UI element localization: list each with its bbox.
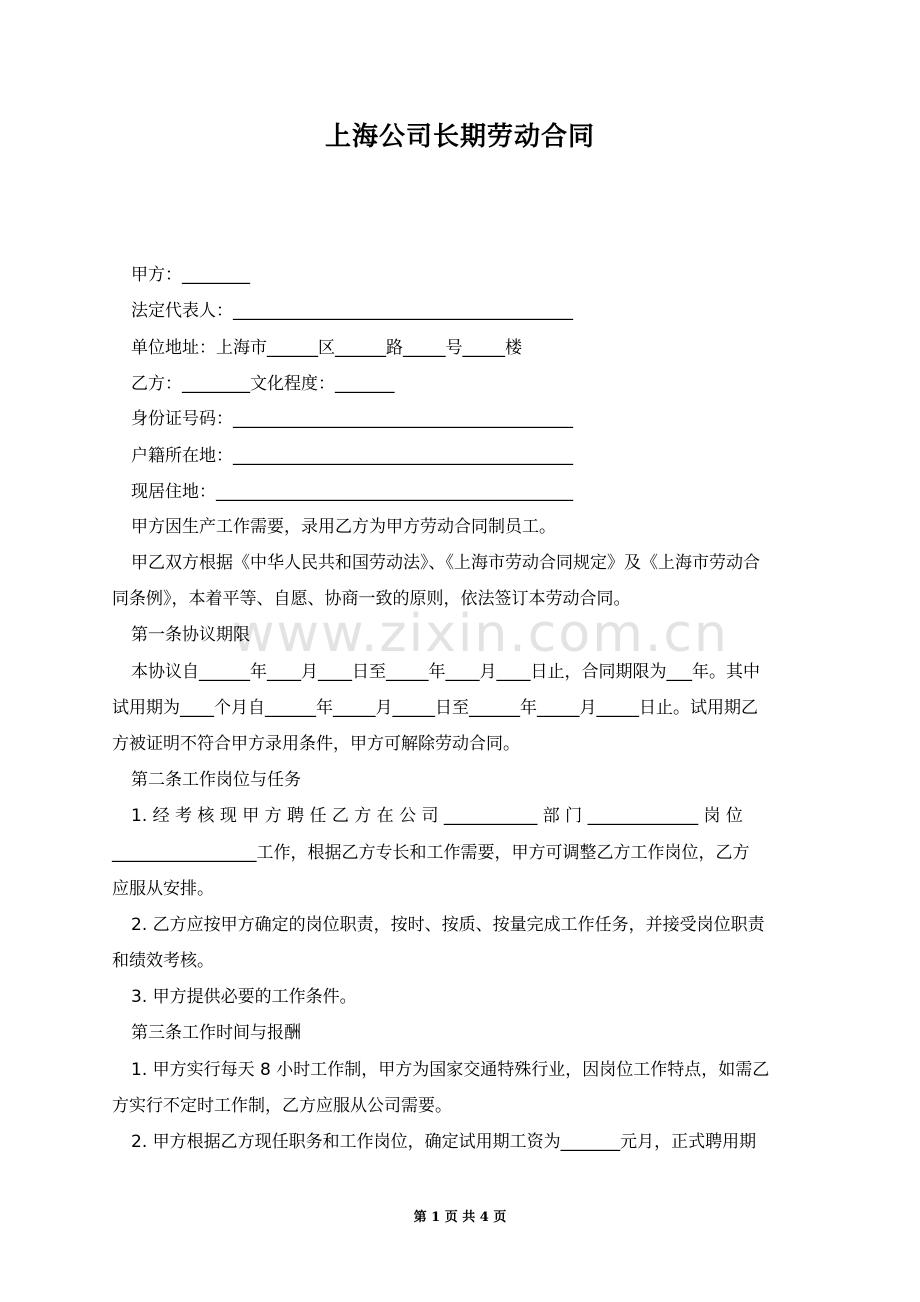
id-number-field: 身份证号码：________________________________________ [131,409,573,429]
document-title: 上海公司长期劳动合同 [324,122,595,152]
paragraph: 应服从安排。 [112,879,214,899]
watermark: www.zixin.com.cn [232,604,729,664]
residence-field: 现居住地：__________________________________________ [131,482,573,502]
paragraph: 2. 甲方根据乙方现任职务和工作岗位，确定试用期工资为_______元月，正式聘用期 [131,1132,757,1152]
paragraph: 和绩效考核。 [112,951,214,971]
paragraph: 同条例》，本着平等、自愿、协商一致的原则，依法签订本劳动合同。 [112,589,631,609]
paragraph: 方被证明不符合甲方录用条件，甲方可解除劳动合同。 [112,734,520,754]
paragraph: 方实行不定时工作制，乙方应服从公司需要。 [112,1096,452,1116]
paragraph: 2. 乙方应按甲方确定的岗位职责，按时、按质、按量完成工作任务，并接受岗位职责 [131,915,765,935]
paragraph: 本协议自______年____月____日至_____年____月____日止，合同期限为___年。其中 [131,662,760,682]
party-b-field: 乙方：________文化程度：_______ [131,374,395,394]
article-heading: 第二条工作岗位与任务 [131,770,301,790]
article-heading: 第三条工作时间与报酬 [131,1023,301,1043]
address-field: 单位地址：上海市______区______路_____号_____楼 [131,338,522,358]
paragraph: _________________工作，根据乙方专长和工作需要，甲方可调整乙方工作岗位，乙方 [112,843,750,863]
legal-rep-field: 法定代表人：________________________________________ [131,301,573,321]
household-field: 户籍所在地：________________________________________ [131,446,573,466]
paragraph: 1. 经 考 核 现 甲 方 聘 任 乙 方 在 公 司 ___________ 部 门 _____________ 岗 位 [131,806,743,826]
paragraph: 3. 甲方提供必要的工作条件。 [131,987,357,1007]
party-a-field: 甲方：________ [131,265,250,285]
article-heading: 第一条协议期限 [131,625,250,645]
paragraph: 1. 甲方实行每天 8 小时工作制，甲方为国家交通特殊行业，因岗位工作特点，如需乙 [131,1060,770,1080]
paragraph: 甲乙双方根据《中华人民共和国劳动法》、《上海市劳动合同规定》及《上海市劳动合 [131,553,760,573]
page-footer: 第 1 页 共 4 页 [413,1210,507,1225]
paragraph: 甲方因生产工作需要，录用乙方为甲方劳动合同制员工。 [131,517,556,537]
paragraph: 试用期为____个月自______年_____月_____日至______年_____月_____日止。试用期乙 [112,698,758,718]
